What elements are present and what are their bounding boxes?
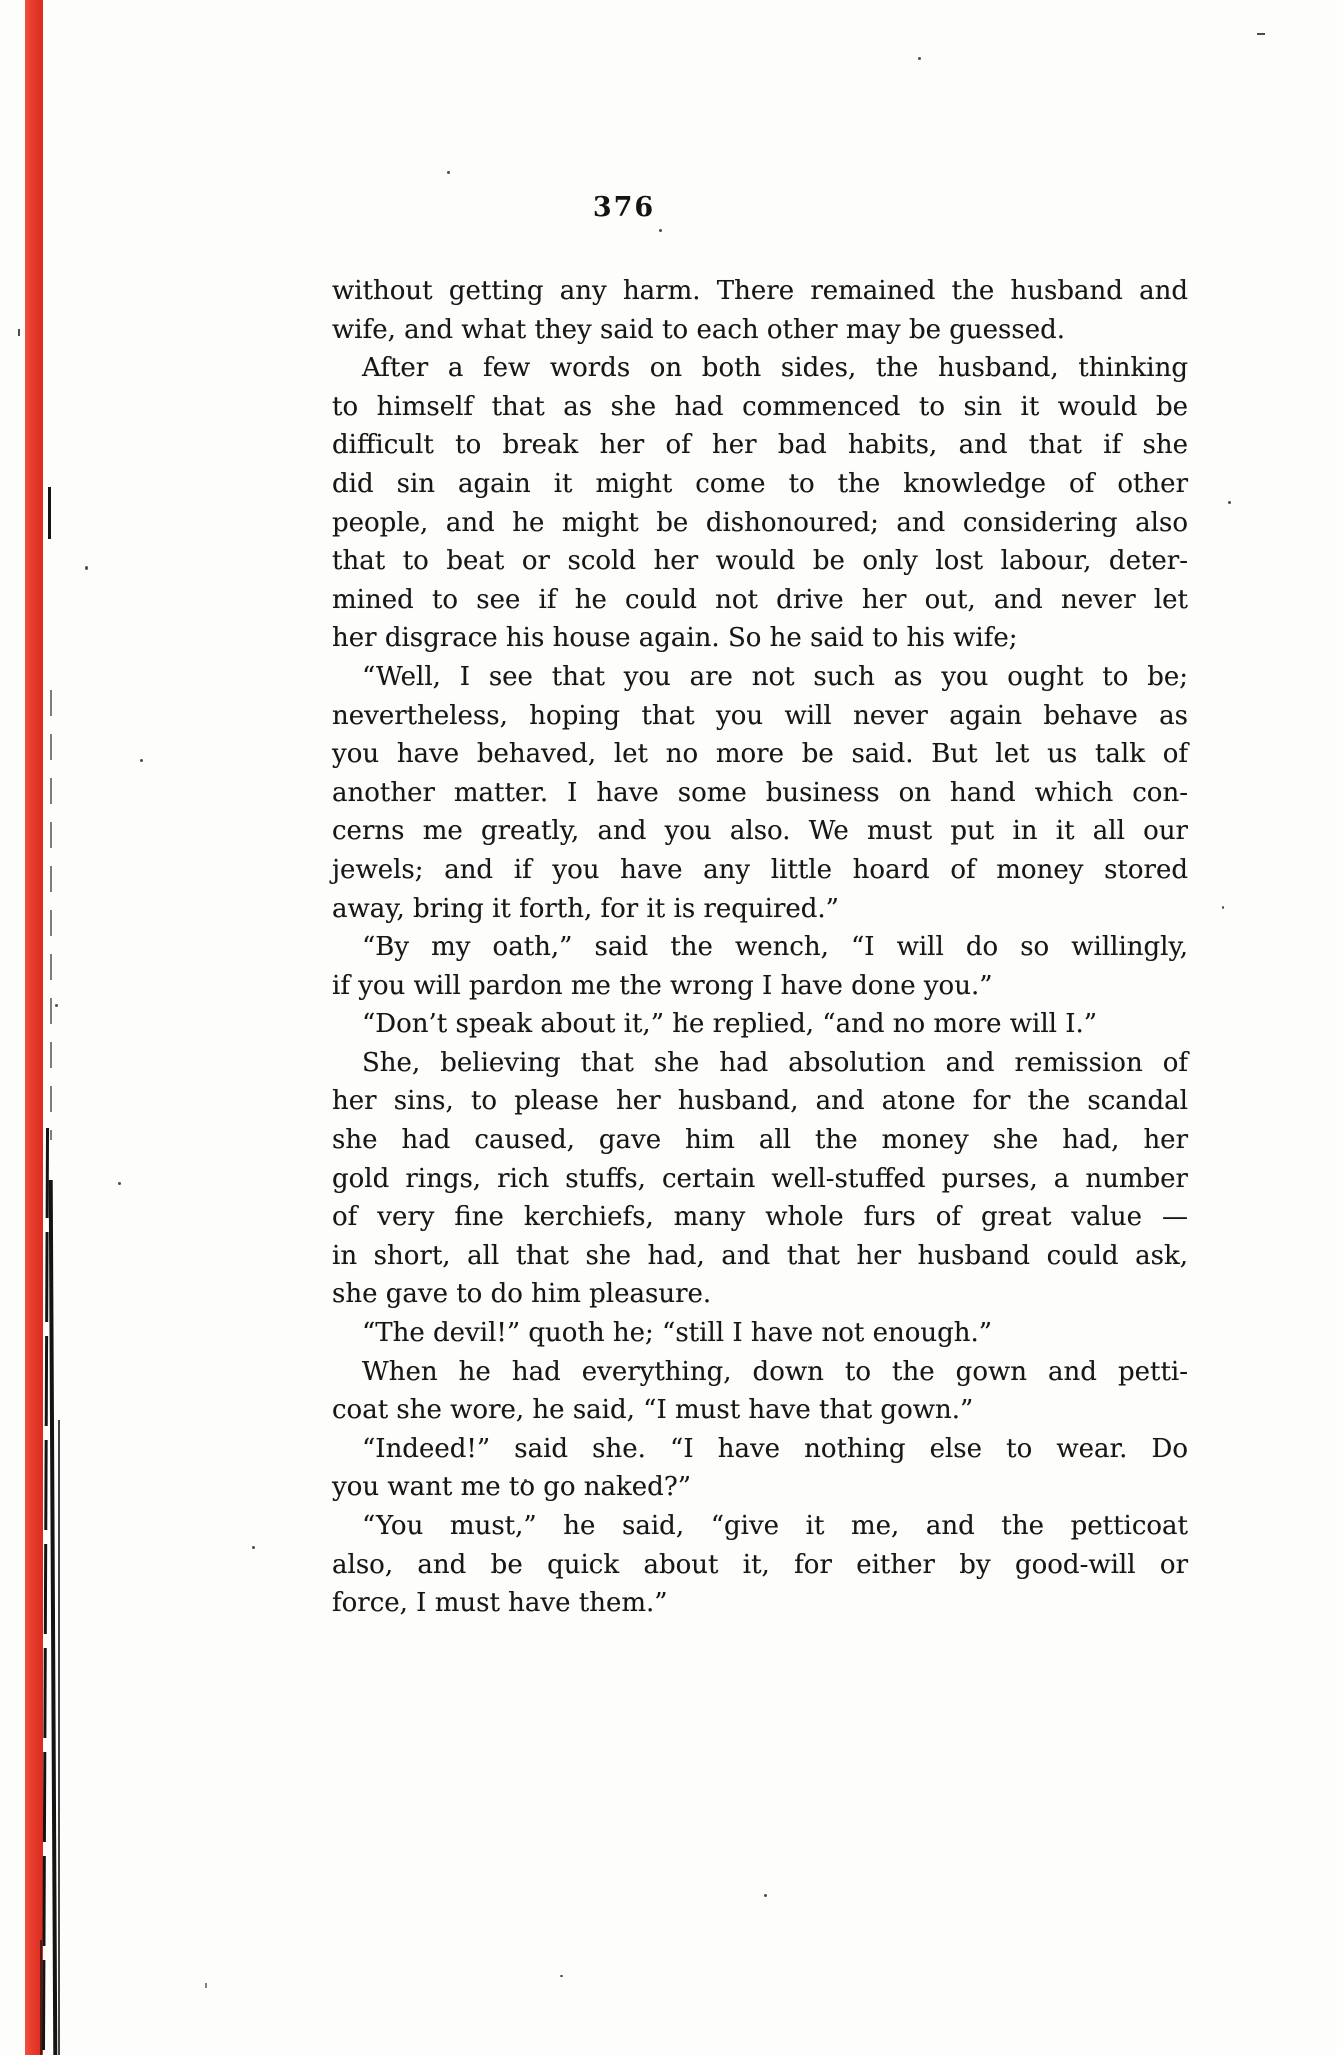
text-line: gold rings, rich stuffs, certain well-stuffed purses, a number (332, 1163, 1188, 1194)
text-line: people, and he might be dishonoured; and considering also (332, 507, 1188, 538)
scan-speck (85, 566, 88, 570)
scan-scratch-line (49, 1180, 58, 2055)
scan-scratch-line (48, 487, 51, 539)
scan-scratch-line (40, 1940, 42, 2055)
scan-speck (1222, 906, 1224, 909)
scan-speck (18, 329, 20, 336)
text-line: force, I must have them.” (332, 1588, 668, 1619)
text-line: difficult to break her of her bad habits, and that if she (332, 430, 1188, 461)
scan-speck (560, 1975, 563, 1977)
text-line: mined to see if he could not drive her out, and never let (332, 584, 1188, 615)
page-number: 376 (592, 192, 656, 223)
scan-speck (447, 171, 450, 174)
text-line: that to beat or scold her would be only lost labour, deter- (332, 546, 1188, 577)
scan-scratch-line (50, 690, 52, 1140)
text-line: to himself that as she had commenced to sin it would be (332, 391, 1188, 422)
text-line: nevertheless, hoping that you will never again behave as (332, 700, 1188, 731)
text-line: jewels; and if you have any little hoard of money stored (332, 854, 1188, 885)
text-line: without getting any harm. There remained the husband and (332, 276, 1188, 306)
scan-speck (659, 229, 662, 232)
text-line: wife, and what they said to each other may be guessed. (332, 314, 1065, 345)
text-line: She, believing that she had absolution and remission of (362, 1047, 1188, 1078)
scan-speck (918, 57, 921, 60)
text-line: “The devil!” quoth he; “still I have not enough.” (362, 1318, 993, 1349)
text-line: After a few words on both sides, the husband, thinking (362, 353, 1188, 384)
scan-speck (140, 759, 143, 762)
text-line: of very fine kerchiefs, many whole furs of great value — (332, 1202, 1188, 1233)
text-line: her sins, to please her husband, and atone for the scandal (332, 1086, 1188, 1117)
text-line: her disgrace his house again. So he said to his wife; (332, 623, 1018, 654)
text-line: did sin again it might come to the knowledge of other (332, 468, 1188, 499)
scan-speck (1257, 33, 1265, 35)
scan-speck (205, 1983, 207, 1988)
text-line: “Well, I see that you are not such as you ought to be; (362, 661, 1188, 692)
text-line: if you will pardon me the wrong I have done you.” (332, 970, 993, 1001)
text-line: she had caused, gave him all the money she had, her (332, 1125, 1188, 1156)
text-line: “Don’t speak about it,” he replied, “and no more will I.” (362, 1009, 1098, 1040)
text-line: also, and be quick about it, for either by good-will or (332, 1549, 1188, 1580)
text-line: another matter. I have some business on hand which con- (332, 777, 1188, 808)
book-binding-red-edge (25, 0, 43, 2055)
text-line: “Indeed!” said she. “I have nothing else to wear. Do (362, 1433, 1188, 1464)
scan-scratch-line (58, 1420, 60, 2055)
text-line: “By my oath,” said the wench, “I will do so willingly, (362, 932, 1188, 963)
text-line: When he had everything, down to the gown and petti- (362, 1356, 1188, 1387)
text-line: you have behaved, let no more be said. But let us talk of (332, 739, 1188, 770)
text-line: in short, all that she had, and that her husband could ask, (332, 1240, 1188, 1271)
text-line: she gave to do him pleasure. (332, 1279, 712, 1310)
scan-scratch-line (42, 1128, 49, 2055)
text-line: away, bring it forth, for it is required.” (332, 893, 839, 924)
text-line: coat she wore, he said, “I must have that gown.” (332, 1395, 974, 1426)
scan-speck (55, 1004, 58, 1007)
text-line: you want me to go naked?” (332, 1472, 692, 1503)
text-line: “You must,” he said, “give it me, and the petticoat (362, 1511, 1188, 1541)
scan-speck (764, 1894, 767, 1897)
page-text-block (332, 272, 1188, 1623)
scan-speck (1228, 501, 1231, 504)
text-line: cerns me greatly, and you also. We must put in it all our (332, 816, 1188, 847)
scan-speck (118, 1182, 121, 1185)
scan-speck (252, 1546, 255, 1549)
